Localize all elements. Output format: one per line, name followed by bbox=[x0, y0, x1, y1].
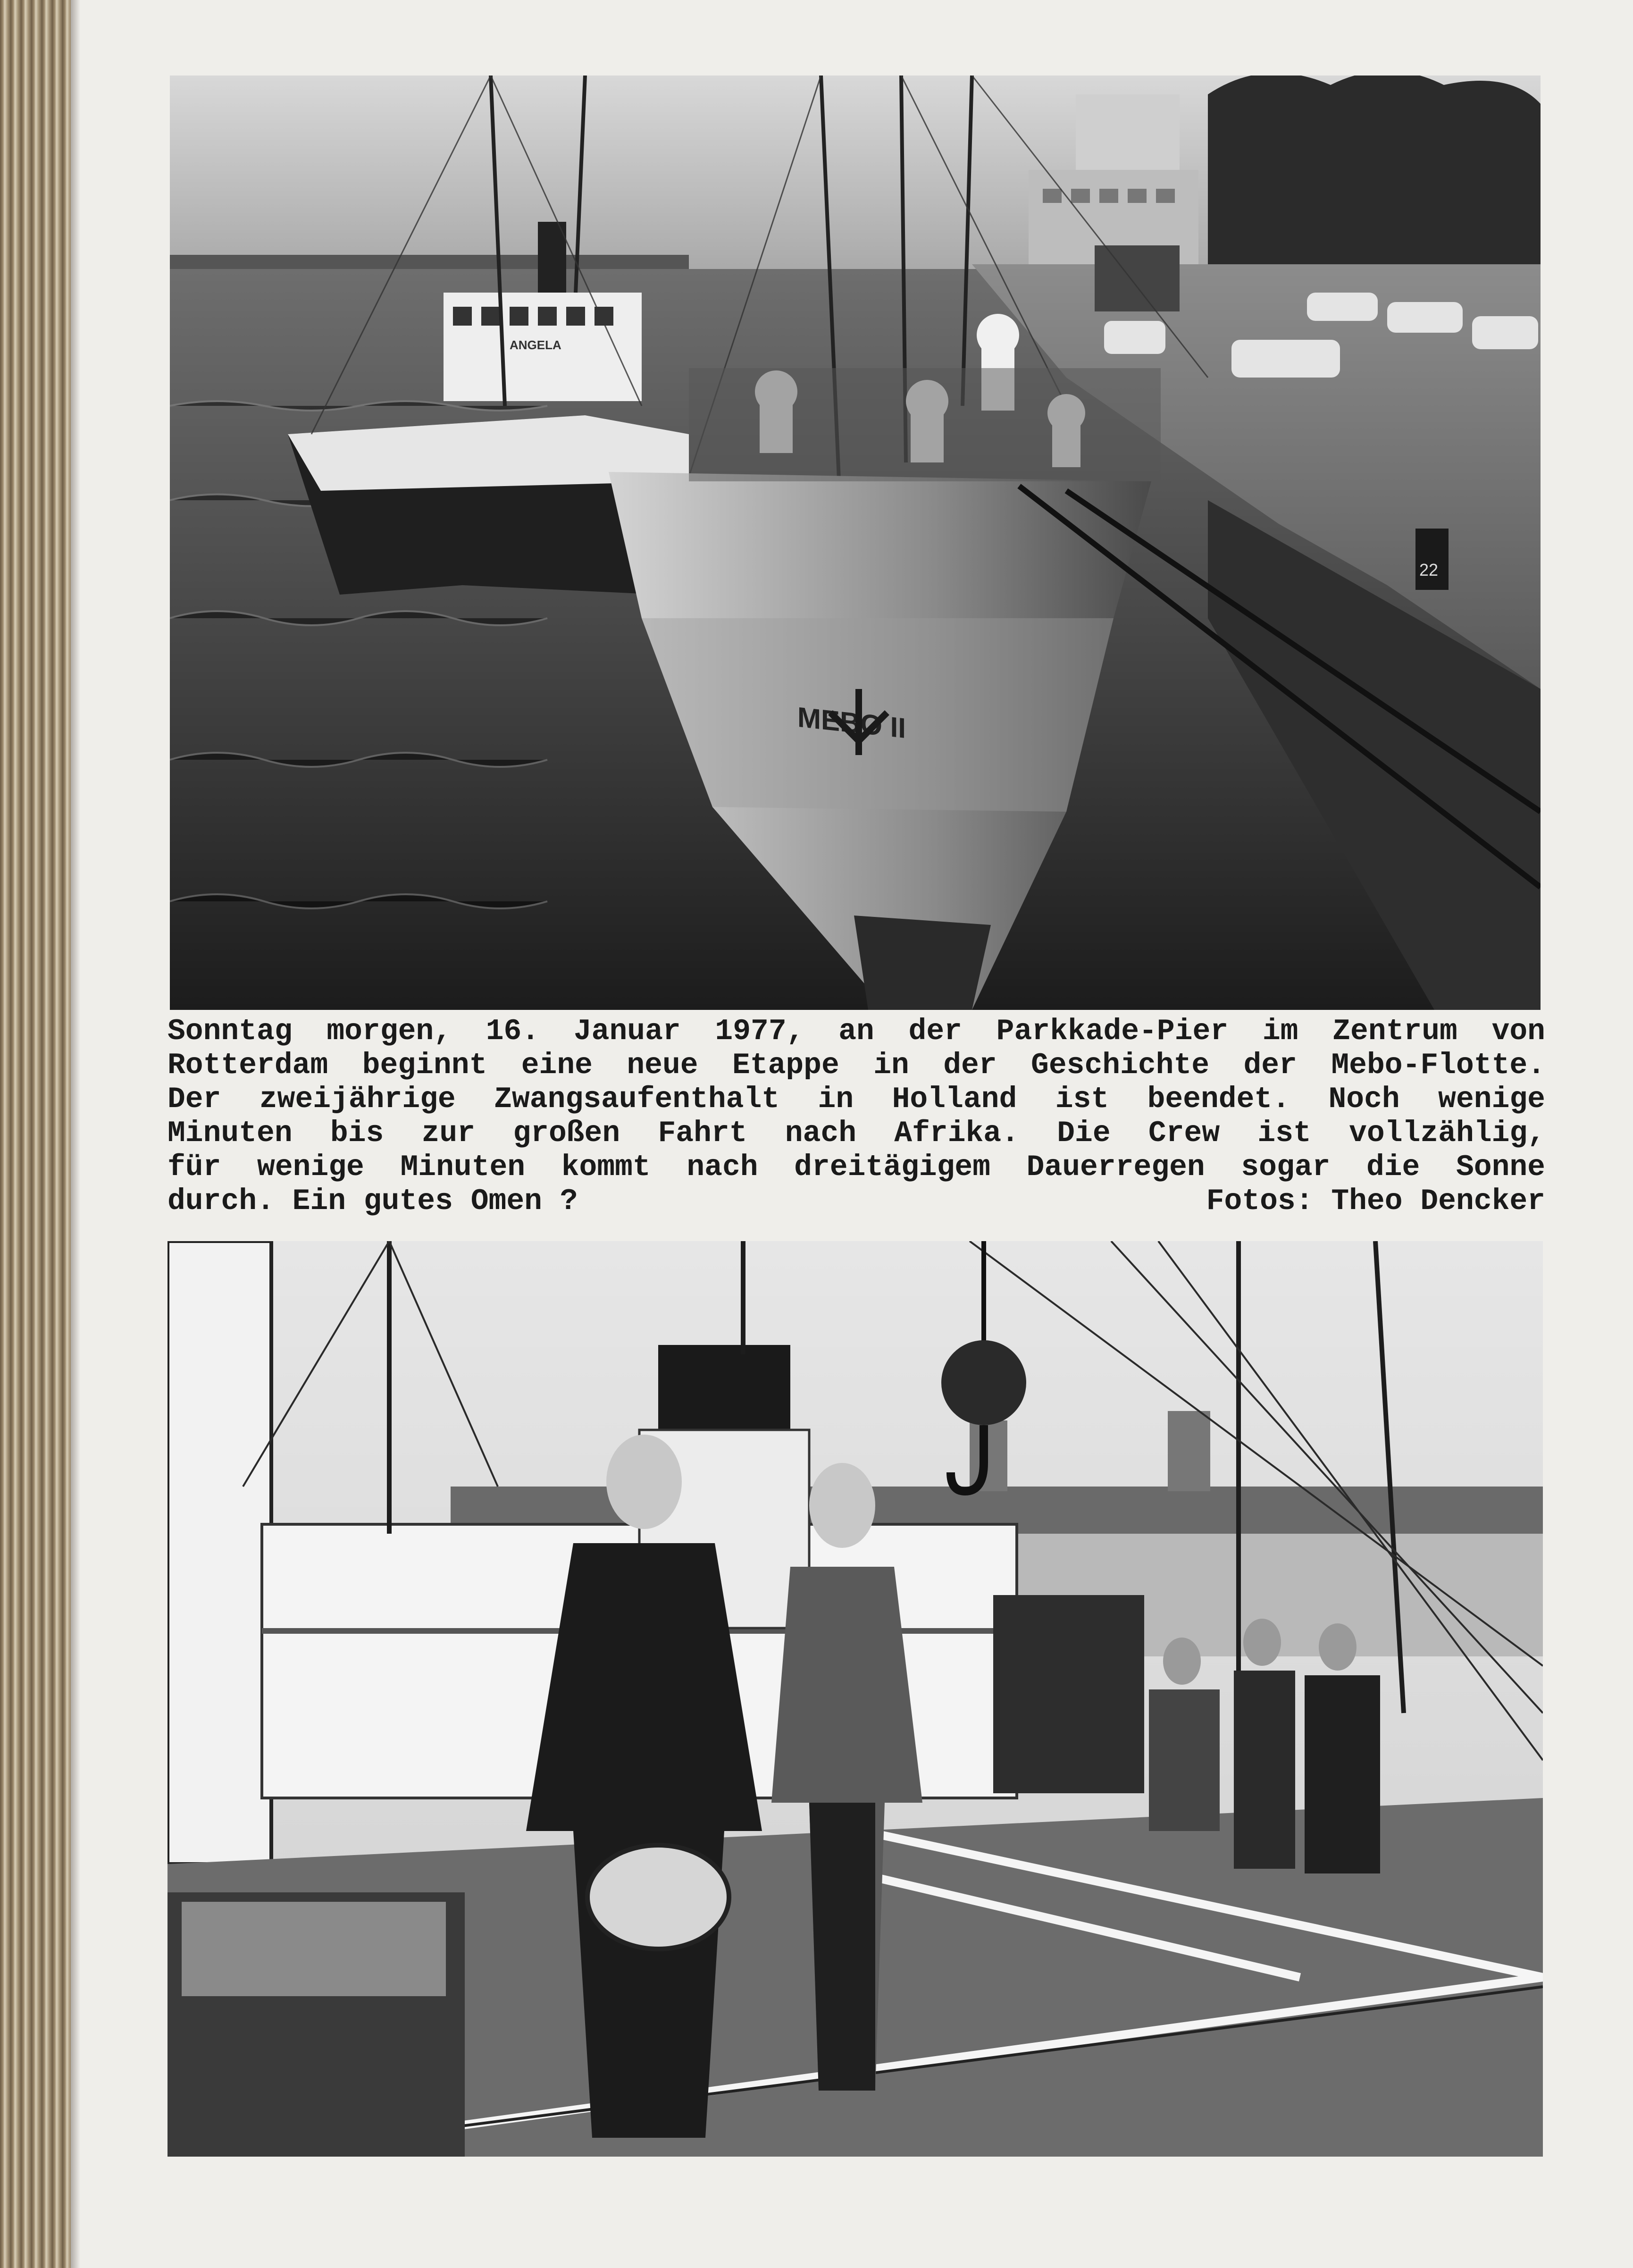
caption-line: Minuten bis zur großen Fahrt nach Afrika. Die Crew ist vollzählig, bbox=[167, 1117, 1545, 1150]
caption-line: Sonntag morgen, 16. Januar 1977, an der Parkkade-Pier im Zentrum von bbox=[167, 1015, 1545, 1048]
caption-line: Der zweijährige Zwangsaufenthalt in Holland ist beendet. Noch wenige bbox=[167, 1083, 1545, 1116]
photo-credit: Fotos: Theo Dencker bbox=[1206, 1184, 1545, 1218]
hull-mark-mebo: MEBO II bbox=[797, 701, 906, 744]
caption-last-line bbox=[167, 1184, 1545, 1218]
photo-caption bbox=[167, 1015, 1545, 1218]
photo-crew-on-deck bbox=[167, 1241, 1543, 2157]
caption-line: Rotterdam beginnt eine neue Etappe in der Geschichte der Mebo-Flotte. bbox=[167, 1049, 1545, 1082]
book-page-edges bbox=[0, 0, 71, 2268]
bollard-number: 22 bbox=[1419, 560, 1439, 580]
photo-ships-at-pier bbox=[170, 76, 1541, 1010]
ship-name-angela: ANGELA bbox=[510, 338, 561, 352]
caption-closing-text: durch. Ein gutes Omen ? bbox=[167, 1184, 578, 1218]
caption-line: für wenige Minuten kommt nach dreitägigem Dauerregen sogar die Sonne bbox=[167, 1151, 1545, 1184]
